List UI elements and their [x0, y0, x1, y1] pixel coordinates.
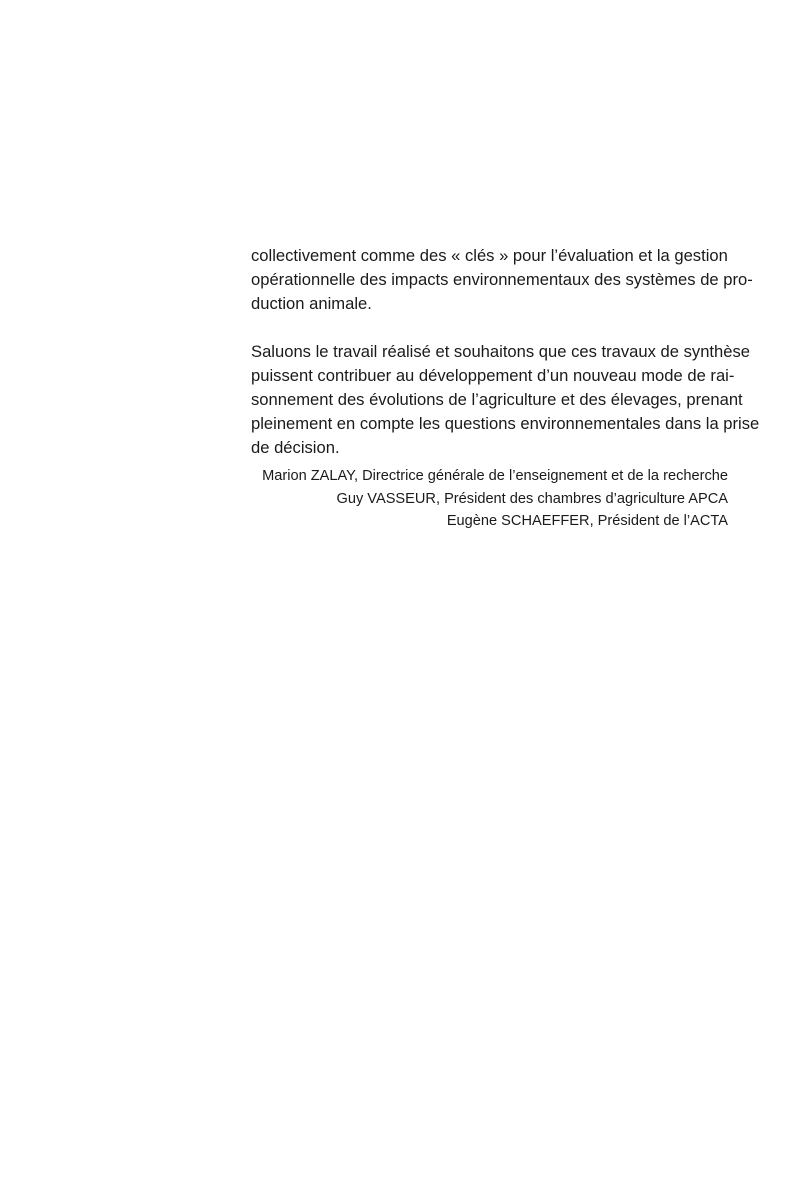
signature-zalay: Marion ZALAY, Directrice générale de l’enseignement et de la recherche — [262, 468, 728, 484]
paragraph-line: puissent contribuer au développement d’un nouveau mode de rai- — [251, 366, 735, 385]
paragraph-line: opérationnelle des impacts environnementaux des systèmes de pro- — [251, 270, 753, 289]
paragraph-line: de décision. — [251, 438, 340, 457]
paragraph-line: duction animale. — [251, 294, 372, 313]
signature-vasseur: Guy VASSEUR, Président des chambres d’agriculture APCA — [336, 490, 728, 507]
body-text — [251, 244, 760, 460]
paragraph-1 — [251, 244, 753, 316]
paragraph-line: pleinement en compte les questions environnementales dans la prise — [251, 414, 760, 433]
paragraph-line: Saluons le travail réalisé et souhaitons que ces travaux de synthèse — [251, 342, 751, 361]
paragraph-2 — [251, 340, 760, 460]
paragraph-line: collectivement comme des « clés » pour l’évaluation et la gestion — [251, 246, 728, 265]
paragraph-line: sonnement des évolutions de l’agriculture et des élevages, prenant — [251, 390, 743, 409]
signature-block — [262, 465, 728, 533]
signature-schaeffer: Eugène SCHAEFFER, Président de l’ACTA — [446, 513, 728, 529]
